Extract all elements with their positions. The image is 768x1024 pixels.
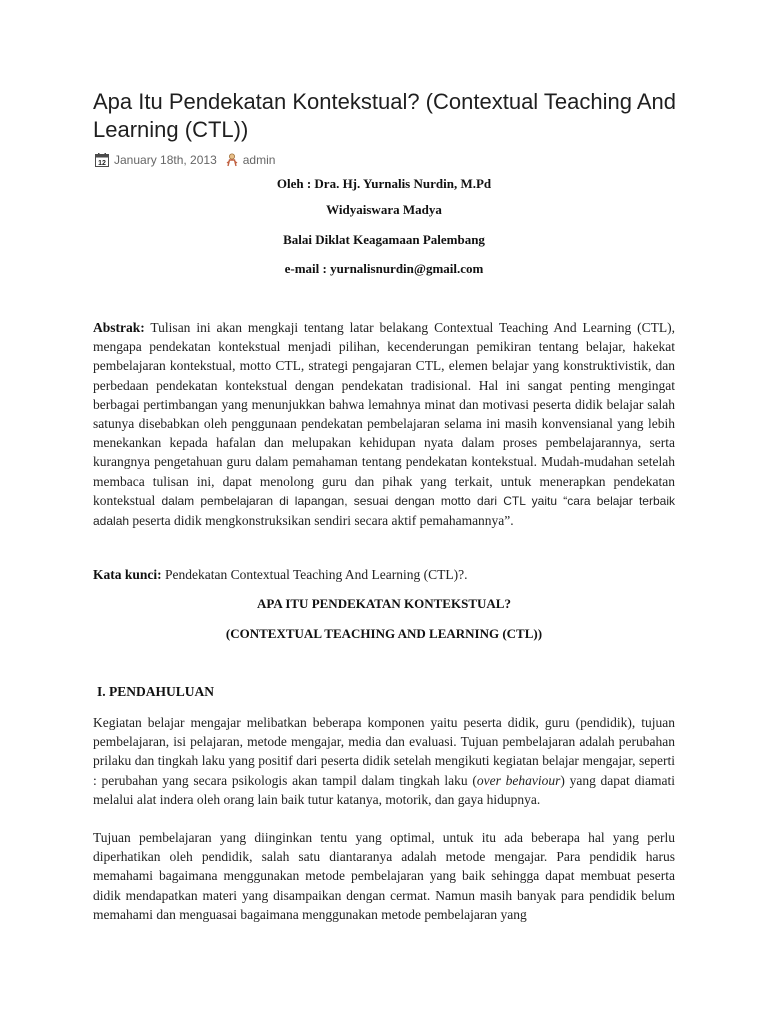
post-author[interactable]: admin [242,153,276,167]
calendar-icon [95,153,109,167]
keywords-text: Pendekatan Contextual Teaching And Learning (CTL)?. [161,567,468,582]
intro-paragraph-1 [93,713,675,809]
intro-p1-before: Kegiatan belajar mengajar melibatkan beberapa komponen yaitu peserta didik, guru (pendidik), tujuan pembelajaran, isi pelajaran, metode mengajar, media dan evaluasi. Tujuan pembelajaran adalah perubahan prilaku dan tingkah laku yang positif dari peserta didik setelah mengikuti kegiatan belajar mengajar, seperti : perubahan yang secara psikologis akan tampil dalam tingkah laku ( [93,715,675,788]
keywords-paragraph [93,565,675,584]
post-meta [95,150,275,170]
abstract-paragraph [93,318,675,531]
article-title: Apa Itu Pendekatan Kontekstual? (Contextual Teaching And Learning (CTL)) [93,89,677,142]
intro-p1-after: ) yang dapat diamati melalui alat indera oleh orang lain baik tutur katanya, motorik, dan gaya hidupnya. [93,772,675,807]
section-title-line2: (CONTEXTUAL TEACHING AND LEARNING (CTL)) [225,626,543,641]
user-icon [226,153,238,167]
abstract-text-end: peserta didik mengkonstruksikan sendiri secara aktif pemahamannya”. [129,513,514,529]
keywords-label: Kata kunci: [93,567,162,582]
section-title-line1: APA ITU PENDEKATAN KONTEKSTUAL? [257,596,511,611]
post-date: January 18th, 2013 [114,153,217,167]
abstract-text-sans: dalam pembelajaran di lapangan, sesuai dengan motto dari CTL yaitu “cara belajar terbaik adalah [93,493,675,529]
intro-paragraph-2: Tujuan pembelajaran yang diinginkan tentu yang optimal, untuk itu ada beberapa hal yang perlu diperhatikan oleh pendidik, salah satu diantaranya adalah metode mengajar. Para pendidik harus memahami bagaimana menggunakan metode pembelajaran yang baik sehingga dapat membuat peserta didik mendapatkan materi yang disampaikan dengan cermat. Namun masih banyak para pendidik belum memahami dan menguasai bagaimana menggunakan metode pembelajaran yang [93,830,675,922]
section-heading-pendahuluan: I. PENDAHULUAN [97,684,215,699]
abstract-text: Tulisan ini akan mengkaji tentang latar belakang Contextual Teaching And Learning (CTL), mengapa pendekatan kontekstual menjadi pilihan, kecenderungan pemikiran tentang belajar, hakekat pembelajaran kontekstual, motto CTL, strategi pengajaran CTL, elemen belajar yang konstruktivistik, dan perbedaan pendekatan kontekstual dengan pendekatan tradisional. Hal ini sangat penting mengingat berbagai pertimbangan yang menunjukkan bahwa lemahnya minat dan motivasi peserta didik belajar salah satunya disebabkan oleh penggunaan pendekatan pembelajaran selama ini masih konvensianal yang lebih menekankan kepada hafalan dan melupakan kehidupan nyata dalam proses pembelajarannya, serta kurangnya pengetahuan guru dalam pemahaman tentang pendekatan kontekstual. Mudah-mudahan setelah membaca tulisan ini, dapat menolong guru dan pihak yang terkait, untuk menerapkan pendekatan kontekstual [93,320,675,508]
abstract-label: Abstrak: [93,320,145,335]
byline-author: Oleh : Dra. Hj. Yurnalis Nurdin, M.Pd [276,176,492,191]
intro-p1-italic: over behaviour [476,772,561,788]
byline-position: Widyaiswara Madya [326,202,442,217]
byline-email: e-mail : yurnalisnurdin@gmail.com [284,261,484,276]
calendar-icon-day: 12 [98,160,106,167]
byline-institution: Balai Diklat Keagamaan Palembang [283,232,485,247]
